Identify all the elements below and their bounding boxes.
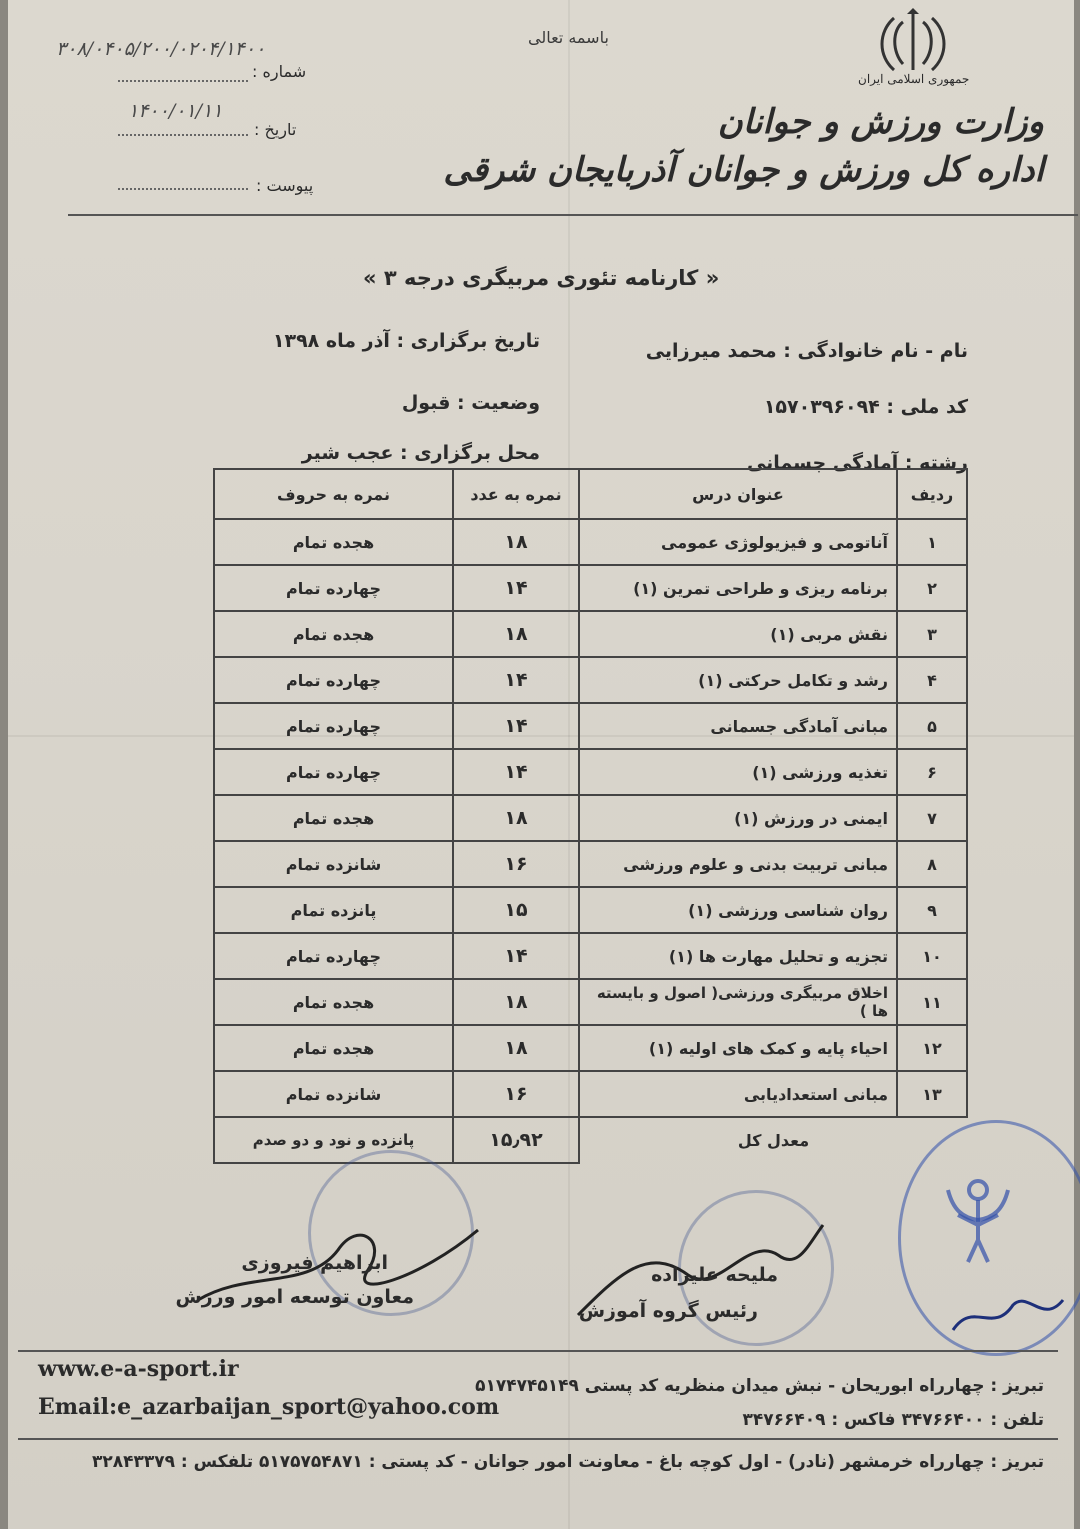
grade-number: ۱۴: [453, 933, 579, 979]
grade-words: چهارده تمام: [214, 657, 453, 703]
right-signer-name: ملیحه علیزاده: [651, 1264, 778, 1286]
exam-location: محل برگزاری : عجب شیر: [301, 442, 540, 464]
grade-number: ۱۴: [453, 703, 579, 749]
exam-date: تاریخ برگزاری : آذر ماه ۱۳۹۸: [272, 330, 540, 352]
footer-divider-bottom: [18, 1438, 1058, 1440]
average-words: پانزده و نود و دو صدم: [214, 1117, 453, 1163]
number-value: ۳۰۸/۰۴۰۵/۲۰۰/۰۲۰۴/۱۴۰۰: [56, 38, 266, 60]
grade-words: چهارده تمام: [214, 565, 453, 611]
attachment-label: پیوست :: [256, 176, 314, 195]
row-number: ۱: [897, 519, 967, 565]
course-title: مبانی آمادگی جسمانی: [579, 703, 897, 749]
field-of-study: رشته : آمادگی جسمانی: [746, 452, 968, 474]
course-title: احیاء پایه و کمک های اولیه (۱): [579, 1025, 897, 1071]
student-name: نام - نام خانوادگی : محمد میرزایی: [645, 340, 968, 362]
grade-words: هجده تمام: [214, 795, 453, 841]
table-header-row: [214, 469, 967, 519]
table-row: [214, 657, 967, 703]
basmala: باسمه تعالی: [528, 28, 609, 47]
grade-number: ۱۸: [453, 1025, 579, 1071]
table-row: [214, 565, 967, 611]
grade-number: ۱۴: [453, 657, 579, 703]
row-number: ۶: [897, 749, 967, 795]
course-title: روان شناسی ورزشی (۱): [579, 887, 897, 933]
row-number: ۲: [897, 565, 967, 611]
row-number: ۱۱: [897, 979, 967, 1025]
grade-words: چهارده تمام: [214, 933, 453, 979]
footer-address-1: تبریز : چهارراه ابوریحان - نبش میدان منظریه کد پستی ۵۱۷۴۷۴۵۱۴۹: [475, 1376, 1044, 1396]
right-signer-title: رئیس گروه آموزش: [578, 1300, 758, 1322]
grade-words: هجده تمام: [214, 519, 453, 565]
average-row: [214, 1117, 967, 1163]
grade-number: ۱۵: [453, 887, 579, 933]
exam-status: وضعیت : قبول: [401, 392, 540, 414]
date-value: ۱۴۰۰/۰۱/۱۱: [128, 100, 223, 122]
header-divider: [68, 214, 1078, 216]
attachment-dots: [118, 188, 248, 190]
grade-number: ۱۸: [453, 519, 579, 565]
ministry-name: وزارت ورزش و جوانان: [717, 102, 1044, 142]
grade-words: چهارده تمام: [214, 703, 453, 749]
report-title: « کارنامه تئوری مربیگری درجه ۳ »: [363, 266, 720, 290]
grade-number: ۱۶: [453, 1071, 579, 1117]
row-number: ۳: [897, 611, 967, 657]
header-course-title: عنوان درس: [579, 469, 897, 519]
course-title: مبانی استعدادیابی: [579, 1071, 897, 1117]
date-label: تاریخ :: [254, 120, 297, 139]
national-code: کد ملی : ۱۵۷۰۳۹۶۰۹۴: [763, 396, 968, 418]
grade-words: شانزده تمام: [214, 841, 453, 887]
course-title: آناتومی و فیزیولوژی عمومی: [579, 519, 897, 565]
sport-logo-icon: [938, 1170, 1018, 1270]
table-row: [214, 749, 967, 795]
row-number: ۸: [897, 841, 967, 887]
grade-words: چهارده تمام: [214, 749, 453, 795]
header-row-number: ردیف: [897, 469, 967, 519]
table-row: [214, 979, 967, 1025]
row-number: ۷: [897, 795, 967, 841]
email: Email:e_azarbaijan_sport@yahoo.com: [38, 1394, 500, 1420]
table-row: [214, 795, 967, 841]
table-row: [214, 841, 967, 887]
grade-words: پانزده تمام: [214, 887, 453, 933]
row-number: ۴: [897, 657, 967, 703]
header-grade-words: نمره به حروف: [214, 469, 453, 519]
table-row: [214, 887, 967, 933]
left-signer-name: ابراهیم فیروزی: [241, 1252, 388, 1274]
row-number: ۱۲: [897, 1025, 967, 1071]
table-row: [214, 519, 967, 565]
grade-words: شانزده تمام: [214, 1071, 453, 1117]
course-title: نقش مربی (۱): [579, 611, 897, 657]
grade-words: هجده تمام: [214, 611, 453, 657]
footer-phones-1: تلفن : ۳۴۷۶۶۴۰۰ فاکس : ۳۴۷۶۶۴۰۹: [742, 1410, 1044, 1430]
course-title: برنامه ریزی و طراحی تمرین (۱): [579, 565, 897, 611]
grade-number: ۱۴: [453, 565, 579, 611]
grades-table: [213, 468, 968, 1164]
footer-divider-top: [18, 1350, 1058, 1352]
footer-address-2: تبریز : چهارراه خرمشهر (نادر) - اول کوچه باغ - معاونت امور جوانان - کد پستی : ۵۱۷۵۷۵۴۸۷۱ تلفکس : ۳۲۸۴۳۳۷۹: [91, 1452, 1044, 1472]
emblem-caption: جمهوری اسلامی ایران: [858, 72, 970, 86]
grade-number: ۱۸: [453, 611, 579, 657]
document-page: [8, 0, 1074, 1529]
table-row: [214, 933, 967, 979]
course-title: ایمنی در ورزش (۱): [579, 795, 897, 841]
table-row: [214, 1071, 967, 1117]
average-label: معدل کل: [579, 1117, 967, 1163]
table-row: [214, 1025, 967, 1071]
average-number: ۱۵٫۹۲: [453, 1117, 579, 1163]
stamp-signature-scribble: [948, 1290, 1068, 1340]
course-title: اخلاق مربیگری ورزشی( اصول و بایسته ها ): [579, 979, 897, 1025]
row-number: ۵: [897, 703, 967, 749]
date-dots: [118, 134, 248, 136]
left-signer-title: معاون توسعه امور ورزش: [175, 1286, 414, 1308]
table-row: [214, 703, 967, 749]
course-title: تجزیه و تحلیل مهارت ها (۱): [579, 933, 897, 979]
grade-number: ۱۸: [453, 979, 579, 1025]
row-number: ۱۳: [897, 1071, 967, 1117]
row-number: ۱۰: [897, 933, 967, 979]
number-dots: [118, 80, 248, 82]
course-title: تغذیه ورزشی (۱): [579, 749, 897, 795]
grade-words: هجده تمام: [214, 979, 453, 1025]
row-number: ۹: [897, 887, 967, 933]
grade-number: ۱۴: [453, 749, 579, 795]
header-grade-number: نمره به عدد: [453, 469, 579, 519]
course-title: رشد و تکامل حرکتی (۱): [579, 657, 897, 703]
website: www.e-a-sport.ir: [38, 1356, 239, 1382]
table-row: [214, 611, 967, 657]
course-title: مبانی تربیت بدنی و علوم ورزشی: [579, 841, 897, 887]
directorate-name: اداره کل ورزش و جوانان آذربایجان شرقی: [443, 150, 1044, 190]
grade-words: هجده تمام: [214, 1025, 453, 1071]
grade-number: ۱۶: [453, 841, 579, 887]
grade-number: ۱۸: [453, 795, 579, 841]
number-label: شماره :: [252, 62, 307, 81]
